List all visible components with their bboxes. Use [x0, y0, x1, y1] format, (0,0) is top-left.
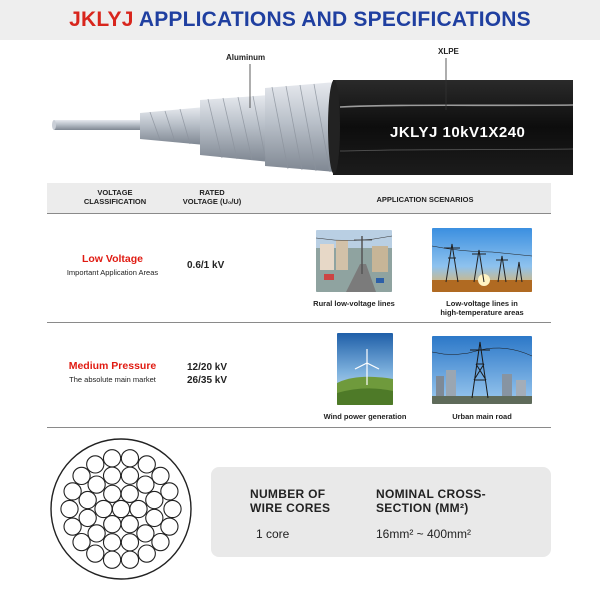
header-voltage-classification: VOLTAGE CLASSIFICATION: [83, 188, 147, 206]
strand-circle: [161, 483, 178, 500]
strand-circle: [121, 467, 138, 484]
caption-urban-road: Urban main road: [452, 412, 512, 421]
strand-circle: [146, 491, 163, 508]
divider: [47, 322, 551, 323]
strand-circle: [137, 476, 154, 493]
caption-rural-lines: Rural low-voltage lines: [313, 299, 395, 308]
jacket-print-text: JKLYJ 10kV1X240: [390, 124, 526, 141]
rated-voltage-low: 0.6/1 kV: [187, 260, 225, 271]
strand-circle: [79, 491, 96, 508]
category-low-voltage: [55, 253, 170, 277]
strand-circle: [87, 456, 104, 473]
strand-circle: [87, 545, 104, 562]
strand-circle: [121, 534, 138, 551]
strand-circle: [103, 534, 120, 551]
strand-circle: [152, 534, 169, 551]
strand-circle: [95, 500, 112, 517]
header-application-scenarios: APPLICATION SCENARIOS: [376, 195, 474, 204]
strand-circle: [161, 518, 178, 535]
page-title: [0, 8, 600, 32]
aluminum-label: Aluminum: [226, 53, 266, 62]
strand-circle: [61, 500, 78, 517]
category-subtitle: The absolute main market: [69, 375, 156, 384]
strand-circle: [112, 500, 129, 517]
strand-circle: [64, 518, 81, 535]
high-temperature-lines-photo: [432, 228, 532, 292]
cable-illustration: [40, 50, 580, 180]
xlpe-label: XLPE: [438, 47, 459, 56]
strand-circle: [104, 516, 121, 533]
strand-circle: [73, 467, 90, 484]
urban-road-photo: [432, 336, 532, 404]
strand-circle: [104, 485, 121, 502]
strand-circle: [164, 500, 181, 517]
wire-cores-value: 1 core: [256, 527, 290, 541]
strand-circle: [138, 545, 155, 562]
strand-circle: [121, 450, 138, 467]
rated-voltage-value: 26/35 kV: [187, 375, 228, 386]
rated-voltage-value: 12/20 kV: [187, 362, 228, 373]
wind-power-photo: [337, 333, 393, 405]
strand-circle: [130, 500, 147, 517]
strand-circle: [103, 551, 120, 568]
strand-circle: [73, 534, 90, 551]
rural-lines-photo: [316, 230, 392, 292]
strand-circle: [146, 509, 163, 526]
caption-high-temperature-lines: Low-voltage lines in high-temperature areas: [440, 299, 524, 317]
strand-circle: [137, 525, 154, 542]
cross-section-value: 16mm² ~ 400mm²: [376, 527, 472, 541]
caption-wind-power: Wind power generation: [323, 412, 407, 421]
rated-voltage-medium: [187, 361, 227, 387]
category-subtitle: Important Application Areas: [66, 268, 159, 277]
category-medium-pressure: [55, 360, 170, 384]
strand-circle: [121, 516, 138, 533]
title-text: APPLICATIONS AND SPECIFICATIONS: [138, 8, 531, 31]
cross-section-header: NOMINAL CROSS- SECTION (MM²): [376, 487, 486, 515]
strand-circle: [103, 467, 120, 484]
divider: [47, 213, 551, 214]
title-brand: JKLYJ: [69, 8, 134, 31]
header-rated-voltage: RATED VOLTAGE (U₀/U): [182, 188, 242, 206]
category-name: Low Voltage: [81, 253, 144, 265]
cable-core-wire: [52, 120, 154, 130]
strand-circle: [64, 483, 81, 500]
strand-circle: [152, 467, 169, 484]
strand-circle: [103, 450, 120, 467]
aluminum-strands: [140, 82, 336, 172]
wire-cores-header: NUMBER OF WIRE CORES: [250, 487, 331, 515]
strand-circle: [121, 485, 138, 502]
strand-circle: [138, 456, 155, 473]
strand-circle: [121, 551, 138, 568]
category-name: Medium Pressure: [68, 360, 157, 372]
strand-circle: [88, 476, 105, 493]
divider: [47, 427, 551, 428]
cable-cross-section-diagram: [48, 436, 194, 582]
strand-circle: [79, 509, 96, 526]
strand-circle: [88, 525, 105, 542]
